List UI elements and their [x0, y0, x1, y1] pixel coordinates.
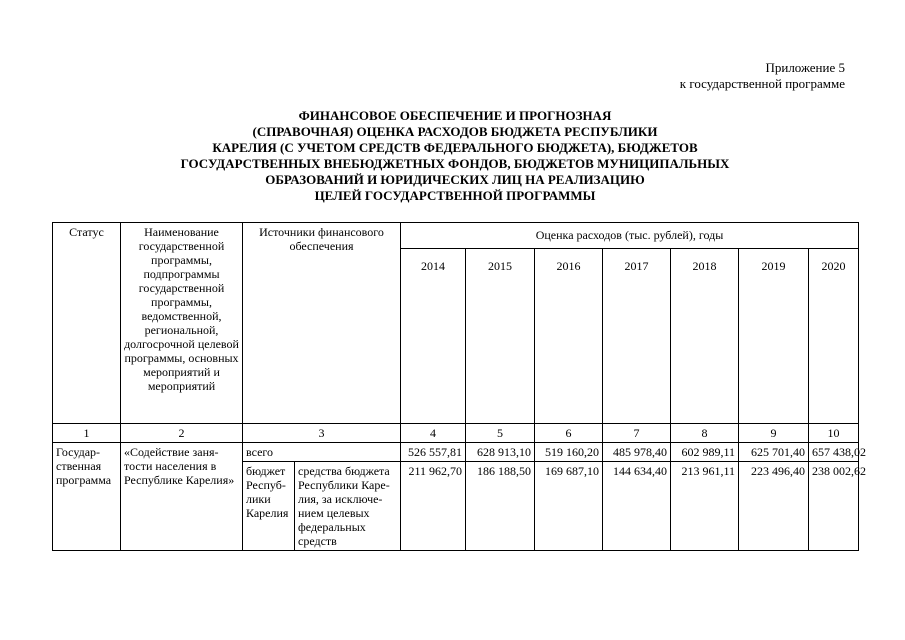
appendix-line-1: Приложение 5	[765, 60, 845, 75]
total-value: 485 978,40	[603, 443, 671, 462]
budget-value: 186 188,50	[466, 462, 535, 551]
total-value: 628 913,10	[466, 443, 535, 462]
budget-value: 144 634,40	[603, 462, 671, 551]
source-budget-sub-label: средства бюджета Республики Каре-лия, за исключе-нием целевых федеральных средств	[295, 462, 401, 551]
budget-value: 213 961,11	[671, 462, 739, 551]
appendix-note	[620, 60, 845, 92]
column-number: 5	[466, 424, 535, 443]
header-year: 2014	[401, 249, 466, 424]
header-sources: Источники финансового обеспечения	[243, 223, 401, 424]
header-year: 2017	[603, 249, 671, 424]
column-number-row	[53, 424, 859, 443]
budget-value: 211 962,70	[401, 462, 466, 551]
total-value: 625 701,40	[739, 443, 809, 462]
title-line: ФИНАНСОВОЕ ОБЕСПЕЧЕНИЕ И ПРОГНОЗНАЯ	[298, 108, 612, 123]
column-number: 9	[739, 424, 809, 443]
total-value: 602 989,11	[671, 443, 739, 462]
table-row-total	[53, 443, 859, 462]
header-year: 2020	[809, 249, 859, 424]
title-line: ГОСУДАРСТВЕННЫХ ВНЕБЮДЖЕТНЫХ ФОНДОВ, БЮДЖЕТОВ МУНИЦИПАЛЬНЫХ	[180, 156, 730, 171]
header-year: 2016	[535, 249, 603, 424]
column-number: 4	[401, 424, 466, 443]
document-title	[110, 108, 800, 204]
title-line: (СПРАВОЧНАЯ) ОЦЕНКА РАСХОДОВ БЮДЖЕТА РЕСПУБЛИКИ	[252, 124, 658, 139]
column-number: 6	[535, 424, 603, 443]
column-number: 7	[603, 424, 671, 443]
column-number: 1	[53, 424, 121, 443]
total-value: 519 160,20	[535, 443, 603, 462]
header-status: Статус	[53, 223, 121, 424]
header-name: Наименование государственной программы, подпрограммы государственной программы, ведомственной, региональной, долгосрочной целевой программы, основных мероприятий и мероприятий	[121, 223, 243, 424]
source-budget-label: бюджет Респуб-лики Карелия	[243, 462, 295, 551]
title-line: ЦЕЛЕЙ ГОСУДАРСТВЕННОЙ ПРОГРАММЫ	[314, 188, 596, 203]
column-number: 3	[243, 424, 401, 443]
column-number: 8	[671, 424, 739, 443]
program-status: Государ-ственная программа	[53, 443, 121, 551]
source-total-label: всего	[243, 443, 401, 462]
budget-value: 169 687,10	[535, 462, 603, 551]
budget-value: 238 002,62	[809, 462, 859, 551]
header-year: 2018	[671, 249, 739, 424]
header-row	[53, 223, 859, 249]
header-estimate: Оценка расходов (тыс. рублей), годы	[401, 223, 859, 249]
header-year: 2015	[466, 249, 535, 424]
total-value: 526 557,81	[401, 443, 466, 462]
title-line: КАРЕЛИЯ (С УЧЕТОМ СРЕДСТВ ФЕДЕРАЛЬНОГО БЮДЖЕТА), БЮДЖЕТОВ	[212, 140, 698, 155]
program-name: «Содействие заня-тости населения в Республике Карелия»	[121, 443, 243, 551]
column-number: 2	[121, 424, 243, 443]
total-value: 657 438,02	[809, 443, 859, 462]
appendix-line-2: к государственной программе	[679, 76, 845, 91]
budget-value: 223 496,40	[739, 462, 809, 551]
header-year: 2019	[739, 249, 809, 424]
column-number: 10	[809, 424, 859, 443]
title-line: ОБРАЗОВАНИЙ И ЮРИДИЧЕСКИХ ЛИЦ НА РЕАЛИЗАЦИЮ	[265, 172, 645, 187]
financing-table	[52, 222, 866, 551]
